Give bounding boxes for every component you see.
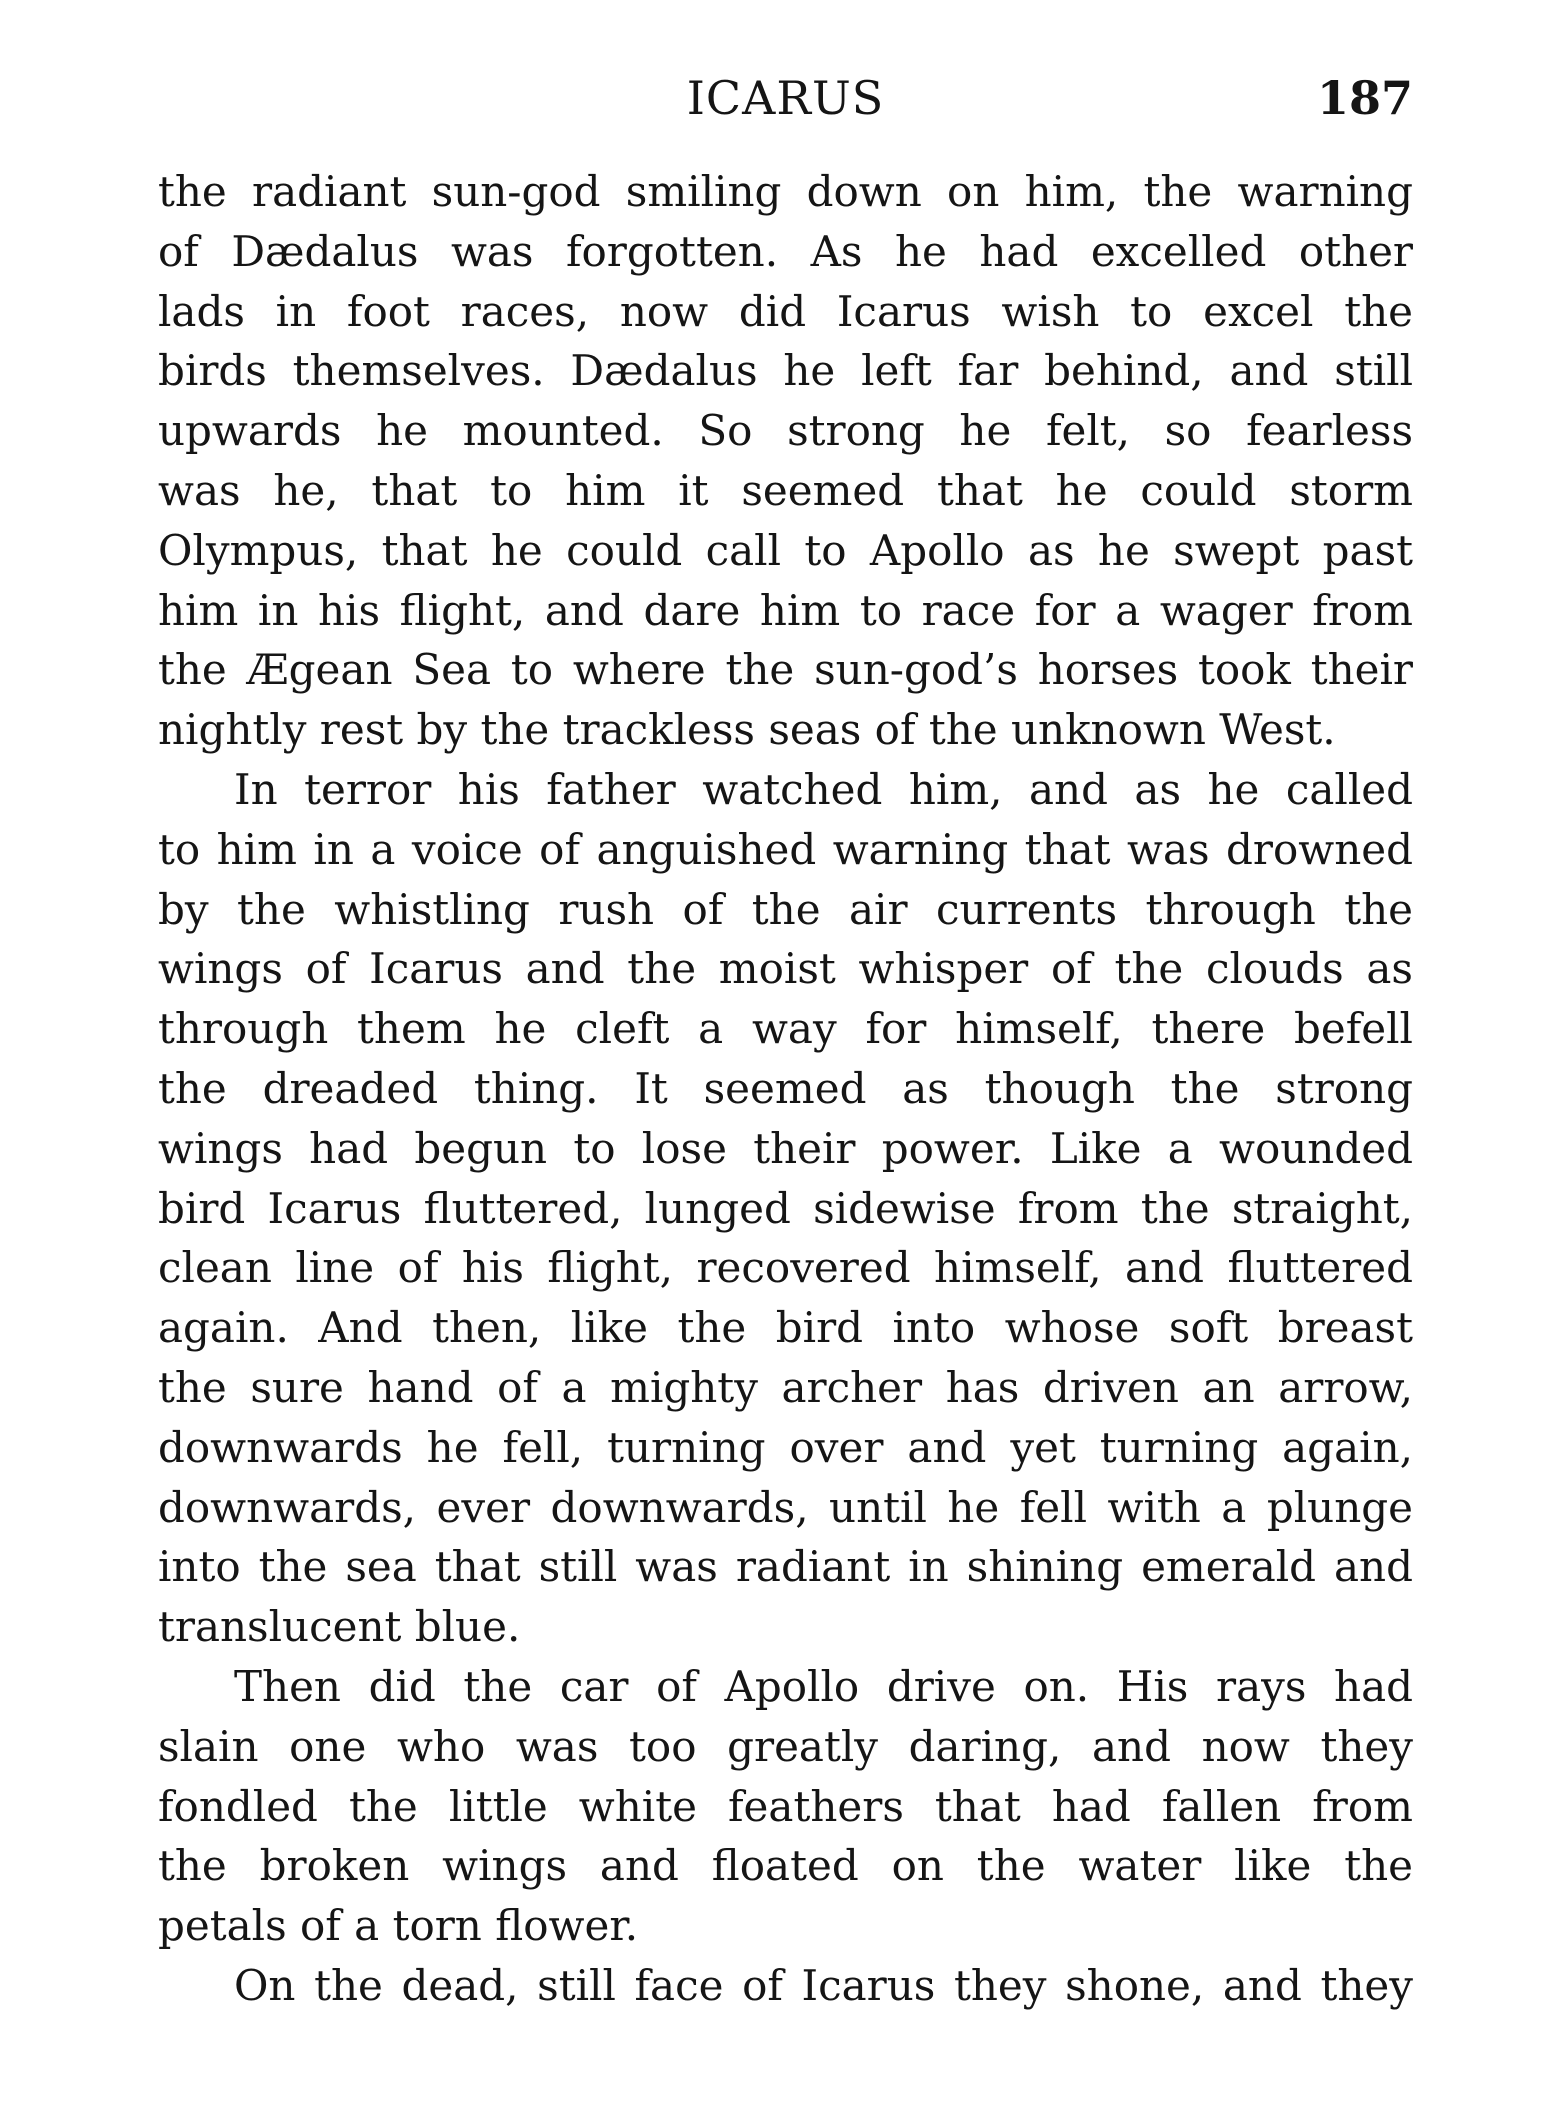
text-line: the radiant sun-god smiling down on him, the warning: [158, 167, 1413, 216]
text-line: downwards he fell, turning over and yet turning again,: [158, 1422, 1413, 1472]
page-number: 187: [1316, 71, 1413, 125]
text-line: petals of a torn flower.: [158, 1901, 639, 1951]
text-line: nightly rest by the trackless seas of the unknown West.: [158, 705, 1336, 755]
chapter-title: ICARUS: [686, 71, 885, 125]
text-line: wings had begun to lose their power. Like a wounded: [158, 1123, 1413, 1173]
text-line: fondled the little white feathers that had fallen from: [158, 1781, 1413, 1831]
text-line: into the sea that still was radiant in shining emerald and: [158, 1542, 1413, 1592]
text-line: him in his flight, and dare him to race for a wager from: [158, 585, 1413, 635]
text-line: clean line of his flight, recovered himself, and fluttered: [158, 1243, 1413, 1293]
text-line: translucent blue.: [158, 1602, 521, 1652]
text-line: the sure hand of a mighty archer has driven an arrow,: [158, 1362, 1413, 1412]
text-line: downwards, ever downwards, until he fell with a plunge: [158, 1482, 1413, 1532]
text-line: slain one who was too greatly daring, and now they: [158, 1721, 1413, 1771]
text-line: bird Icarus fluttered, lunged sidewise from the straight,: [158, 1183, 1413, 1233]
text-line: lads in foot races, now did Icarus wish to excel the: [158, 286, 1413, 336]
text-line: was he, that to him it seemed that he could storm: [158, 465, 1413, 515]
text-line: of Dædalus was forgotten. As he had excelled other: [158, 226, 1413, 276]
text-line: through them he cleft a way for himself, there befell: [158, 1004, 1413, 1054]
text-line: the Ægean Sea to where the sun-god’s horses took their: [158, 645, 1413, 695]
body-text: [158, 162, 1413, 2016]
text-line: Olympus, that he could call to Apollo as he swept past: [158, 525, 1413, 575]
paragraph-start-line: In terror his father watched him, and as he called: [234, 764, 1413, 814]
running-header: [158, 68, 1413, 128]
paragraph-start-line: On the dead, still face of Icarus they shone, and they: [234, 1960, 1413, 2010]
text-line: again. And then, like the bird into whose soft breast: [158, 1303, 1413, 1353]
text-line: the dreaded thing. It seemed as though the strong: [158, 1063, 1413, 1113]
text-line: upwards he mounted. So strong he felt, so fearless: [158, 406, 1413, 456]
text-line: the broken wings and floated on the water like the: [158, 1841, 1413, 1891]
text-line: birds themselves. Dædalus he left far behind, and still: [158, 346, 1413, 396]
text-line: wings of Icarus and the moist whisper of the clouds as: [158, 944, 1413, 994]
text-line: by the whistling rush of the air currents through the: [158, 884, 1413, 934]
text-line: to him in a voice of anguished warning that was drowned: [158, 824, 1413, 874]
paragraph-start-line: Then did the car of Apollo drive on. His rays had: [234, 1661, 1413, 1711]
